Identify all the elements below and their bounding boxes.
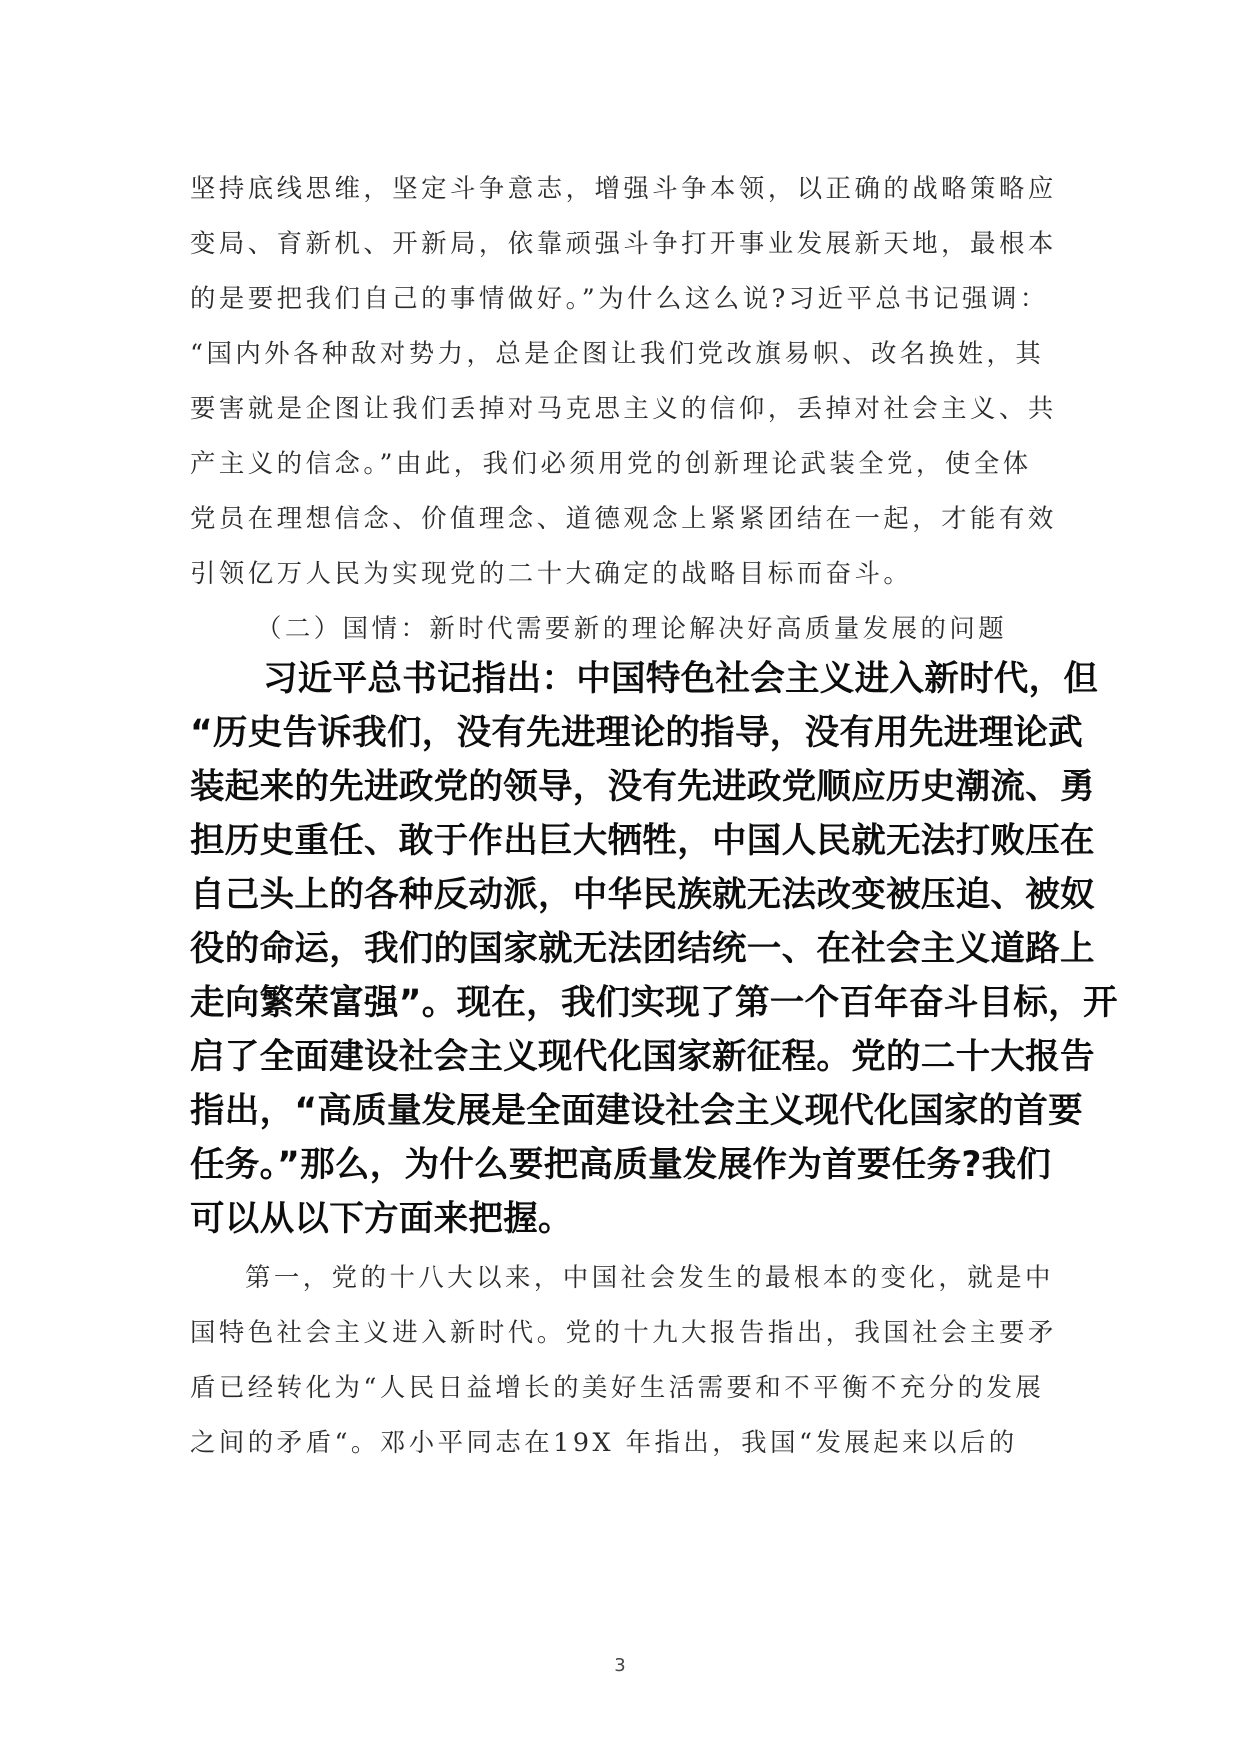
text-line: 任务。”那么，为什么要把高质量发展作为首要任务?我们 <box>190 1145 1052 1185</box>
text-line: 坚持底线思维，坚定斗争意志，增强斗争本领，以正确的战略策略应 <box>190 173 1057 203</box>
text-line: 要害就是企图让我们丢掉对马克思主义的信仰，丢掉对社会主义、共 <box>190 393 1057 423</box>
text-line: 产主义的信念。”由此，我们必须用党的创新理论武装全党，使全体 <box>190 448 1032 478</box>
text-line: 担历史重任、敢于作出巨大牺牲，中国人民就无法打败压在 <box>190 821 1095 861</box>
text-line: 启了全面建设社会主义现代化国家新征程。党的二十大报告 <box>190 1037 1095 1077</box>
text-line: 变局、育新机、开新局，依靠顽强斗争打开事业发展新天地，最根本 <box>190 228 1057 258</box>
text-line: 习近平总书记指出：中国特色社会主义进入新时代，但 <box>263 659 1099 699</box>
text-line: 役的命运，我们的国家就无法团结统一、在社会主义道路上 <box>190 929 1095 969</box>
text-line: “国内外各种敌对势力，总是企图让我们党改旗易帜、改名换姓，其 <box>190 338 1045 368</box>
text-line: 第一，党的十八大以来，中国社会发生的最根本的变化，就是中 <box>245 1262 1054 1292</box>
section-heading: （二）国情：新时代需要新的理论解决好高质量发展的问题 <box>256 613 1008 643</box>
text-line: “历史告诉我们，没有先进理论的指导，没有用先进理论武 <box>190 713 1083 753</box>
text-line: 国特色社会主义进入新时代。党的十九大报告指出，我国社会主要矛 <box>190 1317 1057 1347</box>
text-line: 可以从以下方面来把握。 <box>190 1199 573 1239</box>
text-line: 指出，“高质量发展是全面建设社会主义现代化国家的首要 <box>190 1091 1083 1131</box>
text-line: 盾已经转化为“人民日益增长的美好生活需要和不平衡不充分的发展 <box>190 1372 1045 1402</box>
text-line: 的是要把我们自己的事情做好。”为什么这么说?习近平总书记强调： <box>190 283 1049 313</box>
text-line: 党员在理想信念、价值理念、道德观念上紧紧团结在一起，才能有效 <box>190 503 1057 533</box>
text-line: 之间的矛盾“。邓小平同志在19X 年指出，我国“发展起来以后的 <box>190 1427 1018 1457</box>
text-line: 自己头上的各种反动派，中华民族就无法改变被压迫、被奴 <box>190 875 1095 915</box>
text-line: 引领亿万人民为实现党的二十大确定的战略目标而奋斗。 <box>190 558 913 588</box>
page-number: 3 <box>614 1655 626 1676</box>
text-line: 装起来的先进政党的领导，没有先进政党顺应历史潮流、勇 <box>190 767 1095 807</box>
text-line: 走向繁荣富强”。现在，我们实现了第一个百年奋斗目标，开 <box>190 983 1118 1023</box>
